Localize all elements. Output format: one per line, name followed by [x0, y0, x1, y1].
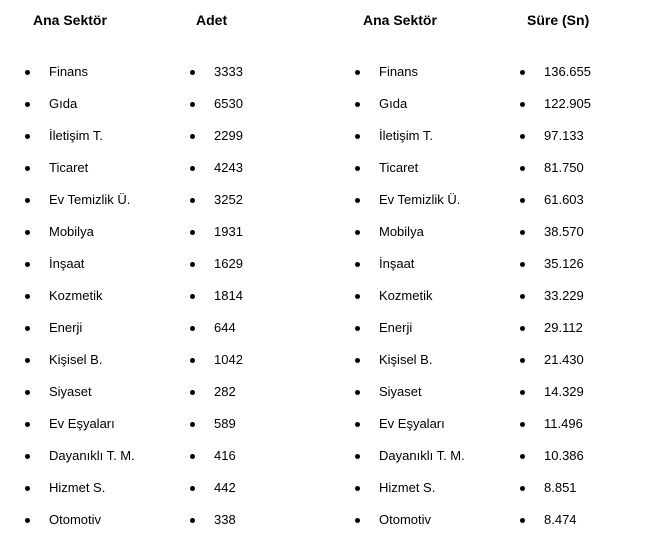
bullet-icon: [355, 390, 360, 395]
left-count-cell: 1042: [214, 352, 243, 367]
bullet-icon: [25, 422, 30, 427]
bullet-icon: [190, 102, 195, 107]
bullet-icon: [25, 198, 30, 203]
bullet-icon: [190, 326, 195, 331]
bullet-icon: [355, 486, 360, 491]
table-row: [0, 152, 661, 184]
bullet-icon: [190, 486, 195, 491]
table-row: [0, 120, 661, 152]
right-sector-cell: Kozmetik: [379, 288, 433, 303]
bullet-icon: [25, 454, 30, 459]
bullet-icon: [355, 518, 360, 523]
bullet-icon: [520, 134, 525, 139]
left-sector-cell: İnşaat: [49, 256, 85, 271]
left-count-cell: 282: [214, 384, 236, 399]
bullet-icon: [190, 70, 195, 75]
bullet-icon: [355, 230, 360, 235]
left-sector-cell: Ticaret: [49, 160, 89, 175]
left-count-cell: 442: [214, 480, 236, 495]
bullet-icon: [355, 198, 360, 203]
table-row: [0, 376, 661, 408]
left-sector-cell: Ev Eşyaları: [49, 416, 115, 431]
table-row: [0, 56, 661, 88]
table-row: [0, 344, 661, 376]
left-sector-cell: Dayanıklı T. M.: [49, 448, 135, 463]
bullet-icon: [520, 486, 525, 491]
bullet-icon: [520, 166, 525, 171]
bullet-icon: [190, 358, 195, 363]
bullet-icon: [25, 358, 30, 363]
right-sector-cell: İnşaat: [379, 256, 415, 271]
left-sector-cell: Hizmet S.: [49, 480, 106, 495]
right-sector-cell: İletişim T.: [379, 128, 433, 143]
bullet-icon: [520, 390, 525, 395]
bullet-icon: [25, 518, 30, 523]
table-row: [0, 312, 661, 344]
bullet-icon: [355, 358, 360, 363]
bullet-icon: [190, 262, 195, 267]
left-count-cell: 416: [214, 448, 236, 463]
bullet-icon: [25, 326, 30, 331]
left-sector-cell: Enerji: [49, 320, 83, 335]
bullet-icon: [520, 294, 525, 299]
bullet-icon: [520, 102, 525, 107]
bullet-icon: [190, 422, 195, 427]
bullet-icon: [520, 70, 525, 75]
right-sector-cell: Otomotiv: [379, 512, 432, 527]
left-sector-cell: Mobilya: [49, 224, 94, 239]
bullet-icon: [520, 358, 525, 363]
bullet-icon: [190, 294, 195, 299]
right-sector-cell: Kişisel B.: [379, 352, 433, 367]
bullet-icon: [25, 70, 30, 75]
bullet-icon: [190, 198, 195, 203]
bullet-icon: [355, 102, 360, 107]
bullet-icon: [190, 390, 195, 395]
right-sector-cell: Ev Eşyaları: [379, 416, 445, 431]
right-duration-cell: 81.750: [544, 160, 584, 175]
bullet-icon: [190, 454, 195, 459]
bullet-icon: [520, 198, 525, 203]
left-count-cell: 1629: [214, 256, 243, 271]
bullet-icon: [25, 294, 30, 299]
bullet-icon: [355, 422, 360, 427]
bullet-icon: [355, 166, 360, 171]
right-duration-cell: 97.133: [544, 128, 584, 143]
table-row: [0, 248, 661, 280]
bullet-icon: [355, 454, 360, 459]
left-sector-cell: Siyaset: [49, 384, 92, 399]
header-right-sector: Ana Sektör: [363, 12, 437, 28]
right-sector-cell: Mobilya: [379, 224, 424, 239]
left-count-cell: 3252: [214, 192, 243, 207]
left-count-cell: 338: [214, 512, 236, 527]
right-duration-cell: 8.474: [544, 512, 577, 527]
right-duration-cell: 21.430: [544, 352, 584, 367]
left-count-cell: 2299: [214, 128, 243, 143]
table-row: [0, 408, 661, 440]
right-duration-cell: 35.126: [544, 256, 584, 271]
bullet-icon: [190, 230, 195, 235]
left-count-cell: 6530: [214, 96, 243, 111]
bullet-icon: [355, 70, 360, 75]
bullet-icon: [25, 230, 30, 235]
bullet-icon: [25, 166, 30, 171]
bullet-icon: [520, 454, 525, 459]
table-row: [0, 504, 661, 536]
bullet-icon: [25, 102, 30, 107]
bullet-icon: [25, 390, 30, 395]
bullet-icon: [25, 486, 30, 491]
right-sector-cell: Ev Temizlik Ü.: [379, 192, 461, 207]
left-sector-cell: Finans: [49, 64, 89, 79]
table-row: [0, 88, 661, 120]
header-right-duration: Süre (Sn): [527, 12, 590, 28]
left-sector-cell: Kişisel B.: [49, 352, 103, 367]
right-duration-cell: 136.655: [544, 64, 591, 79]
right-duration-cell: 29.112: [544, 320, 583, 335]
right-sector-cell: Siyaset: [379, 384, 422, 399]
left-sector-cell: İletişim T.: [49, 128, 103, 143]
bullet-icon: [355, 134, 360, 139]
bullet-icon: [355, 262, 360, 267]
bullet-icon: [520, 262, 525, 267]
table-row: [0, 216, 661, 248]
left-sector-cell: Kozmetik: [49, 288, 103, 303]
left-sector-cell: Otomotiv: [49, 512, 102, 527]
left-sector-cell: Ev Temizlik Ü.: [49, 192, 131, 207]
left-count-cell: 644: [214, 320, 236, 335]
table-body: [0, 56, 661, 536]
right-duration-cell: 14.329: [544, 384, 584, 399]
right-sector-cell: Gıda: [379, 96, 408, 111]
header-left-count: Adet: [196, 12, 228, 28]
bullet-icon: [520, 230, 525, 235]
table-row: [0, 184, 661, 216]
left-count-cell: 1814: [214, 288, 243, 303]
right-duration-cell: 122.905: [544, 96, 591, 111]
bullet-icon: [355, 294, 360, 299]
right-sector-cell: Ticaret: [379, 160, 419, 175]
left-count-cell: 3333: [214, 64, 243, 79]
header-left-sector: Ana Sektör: [33, 12, 107, 28]
right-duration-cell: 33.229: [544, 288, 584, 303]
right-sector-cell: Finans: [379, 64, 419, 79]
bullet-icon: [520, 422, 525, 427]
bullet-icon: [25, 134, 30, 139]
right-duration-cell: 61.603: [544, 192, 584, 207]
left-count-cell: 1931: [214, 224, 243, 239]
bullet-icon: [355, 326, 360, 331]
left-count-cell: 589: [214, 416, 236, 431]
bullet-icon: [190, 134, 195, 139]
table-row: [0, 280, 661, 312]
table-row: [0, 472, 661, 504]
right-sector-cell: Enerji: [379, 320, 413, 335]
table-row: [0, 440, 661, 472]
right-duration-cell: 11.496: [544, 416, 583, 431]
right-sector-cell: Hizmet S.: [379, 480, 436, 495]
bullet-icon: [520, 518, 525, 523]
bullet-icon: [520, 326, 525, 331]
right-sector-cell: Dayanıklı T. M.: [379, 448, 465, 463]
bullet-icon: [25, 262, 30, 267]
left-sector-cell: Gıda: [49, 96, 78, 111]
right-duration-cell: 8.851: [544, 480, 577, 495]
bullet-icon: [190, 166, 195, 171]
bullet-icon: [190, 518, 195, 523]
right-duration-cell: 38.570: [544, 224, 584, 239]
left-count-cell: 4243: [214, 160, 243, 175]
right-duration-cell: 10.386: [544, 448, 584, 463]
